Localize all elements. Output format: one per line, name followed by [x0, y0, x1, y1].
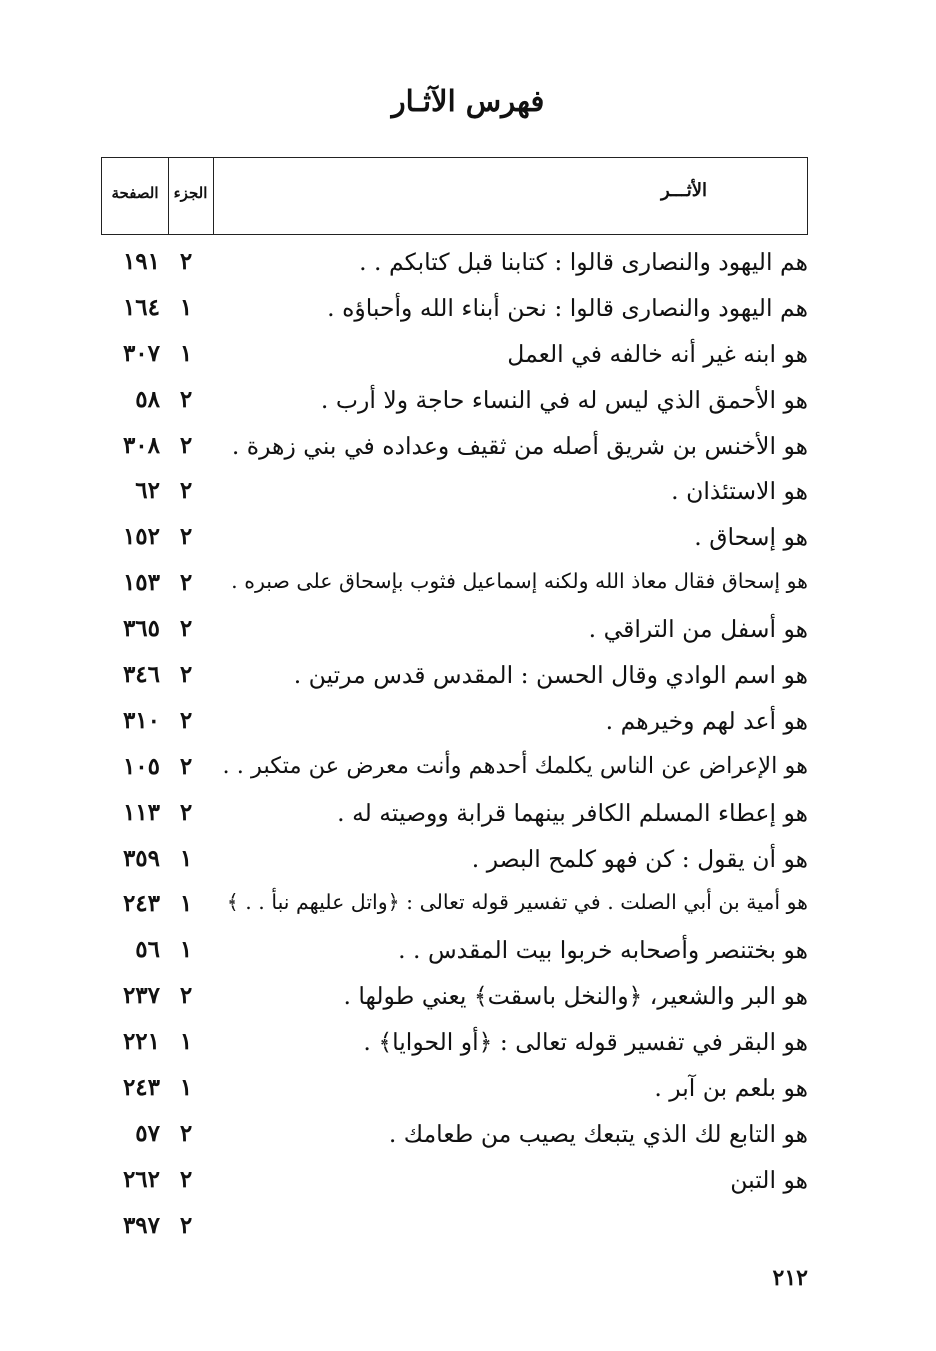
- part-number: ١: [179, 890, 193, 918]
- list-item: [0, 655, 936, 701]
- part-number: ٢: [179, 1119, 193, 1147]
- part-number: ١: [179, 1074, 193, 1102]
- page-ref: ٣٦٥: [122, 615, 160, 643]
- list-item: [0, 884, 936, 930]
- athar-text: هم اليهود والنصارى قالوا : نحن أبناء الله وأحباؤه .: [327, 293, 808, 322]
- part-number: ٢: [179, 661, 193, 689]
- part-number: ٢: [179, 385, 193, 413]
- athar-text: هو الاستئذان .: [671, 477, 808, 506]
- list-item: [0, 1114, 936, 1160]
- athar-text: هو التبن: [730, 1165, 808, 1194]
- list-item: [0, 380, 936, 426]
- list-item: [0, 793, 936, 839]
- page-ref: ٢٣٧: [122, 982, 160, 1010]
- page-ref: ٣٩٧: [122, 1211, 160, 1239]
- list-item: [0, 1160, 936, 1206]
- part-number: ٢: [179, 1165, 193, 1193]
- table-header: [101, 157, 808, 235]
- page-ref: ٢٢١: [122, 1028, 160, 1056]
- page-ref: ٢٤٣: [122, 890, 160, 918]
- header-part: الجزء: [173, 184, 208, 202]
- list-item: [0, 976, 936, 1022]
- part-number: ٢: [179, 477, 193, 505]
- part-number: ١: [179, 293, 193, 321]
- athar-text: هو أسفل من التراقي .: [588, 615, 808, 644]
- page-ref: ١٦٤: [122, 293, 160, 321]
- list-item: [0, 1206, 936, 1252]
- athar-text: هو البر والشعير، ﴿والنخل باسقت﴾ يعني طولها .: [343, 982, 808, 1011]
- part-number: ٢: [179, 523, 193, 551]
- page-ref: ١١٣: [122, 798, 160, 826]
- page-ref: ٣٤٦: [122, 661, 160, 689]
- athar-text: هو الأخنس بن شريق أصله من ثقيف وعداده في بني زهرة .: [231, 431, 808, 460]
- page-ref: ٣١٠: [122, 706, 160, 734]
- part-number: ٢: [179, 752, 193, 780]
- page-ref: ٢٤٣: [122, 1074, 160, 1102]
- page-ref: ٣٠٧: [122, 339, 160, 367]
- list-item: [0, 426, 936, 472]
- list-item: [0, 1022, 936, 1068]
- page-ref: ٢٦٢: [122, 1165, 160, 1193]
- page-ref: ٦٢: [135, 477, 160, 505]
- part-number: ٢: [179, 248, 193, 275]
- part-number: ٢: [179, 615, 193, 643]
- part-number: ١: [179, 1028, 193, 1056]
- page-ref: ٥٦: [135, 936, 160, 964]
- page-ref: ٣٥٩: [122, 844, 160, 872]
- list-item: [0, 471, 936, 517]
- page-ref: ٥٧: [135, 1119, 160, 1147]
- page-ref: ١٩١: [122, 248, 160, 275]
- part-number: ٢: [179, 431, 193, 459]
- athar-text: هو الإعراض عن الناس يكلمك أحدهم وأنت معرض عن متكبر . .: [222, 752, 808, 779]
- athar-text: هو البقر في تفسير قوله تعالى : ﴿أو الحوايا﴾ .: [363, 1028, 808, 1057]
- athar-text: هو أعد لهم وخيرهم .: [605, 706, 808, 735]
- page-number: ٢١٢: [772, 1265, 808, 1291]
- athar-text: هو إسحاق .: [694, 523, 808, 552]
- athar-text: هو إعطاء المسلم الكافر بينهما قرابة ووصيته له .: [337, 798, 808, 827]
- athar-text: هو بلعم بن آبر .: [654, 1074, 808, 1103]
- list-item: [0, 563, 936, 609]
- column-divider: [213, 158, 214, 234]
- part-number: ١: [179, 936, 193, 964]
- list-item: [0, 517, 936, 563]
- part-number: ٢: [179, 1211, 193, 1239]
- list-item: [0, 334, 936, 380]
- page-ref: ٣٠٨: [122, 431, 160, 459]
- page-ref: ٥٨: [135, 385, 160, 413]
- part-number: ٢: [179, 706, 193, 734]
- athar-text: هو ابنه غير أنه خالفه في العمل: [507, 339, 808, 368]
- athar-text: هو الأحمق الذي ليس له في النساء حاجة ولا أرب .: [320, 385, 808, 414]
- list-item: [0, 1068, 936, 1114]
- part-number: ٢: [179, 982, 193, 1010]
- list-item: [0, 839, 936, 885]
- athar-text: هو أمية بن أبي الصلت . في تفسير قوله تعالى : ﴿واتل عليهم نبأ . . ﴾: [226, 890, 808, 915]
- list-item: [0, 609, 936, 655]
- athar-text: هو أن يقول : كن فهو كلمح البصر .: [471, 844, 808, 873]
- athar-text: هو إسحاق فقال معاذ الله ولكنه إسماعيل فثوب بإسحاق على صبره .: [231, 569, 808, 594]
- part-number: ٢: [179, 569, 193, 597]
- part-number: ١: [179, 844, 193, 872]
- athar-text: هو التابع لك الذي يتبعك يصيب من طعامك .: [388, 1119, 808, 1148]
- list-item: [0, 288, 936, 334]
- part-number: ٢: [179, 798, 193, 826]
- list-item: [0, 242, 936, 288]
- athar-text: هو اسم الوادي وقال الحسن : المقدس قدس مرتين .: [293, 661, 808, 690]
- part-number: ١: [179, 339, 193, 367]
- athar-text: هو بختنصر وأصحابه خربوا بيت المقدس . .: [398, 936, 808, 965]
- athar-text: هم اليهود والنصارى قالوا : كتابنا قبل كتابكم . .: [359, 248, 808, 276]
- list-item: [0, 701, 936, 747]
- list-item: [0, 747, 936, 793]
- index-list: [0, 242, 936, 1252]
- header-athar: الأثـــر: [660, 180, 707, 201]
- header-page: الصفحة: [111, 184, 159, 202]
- list-item: [0, 930, 936, 976]
- page-ref: ١٥٢: [122, 523, 160, 551]
- page-title: فهرس الآثـار: [391, 84, 545, 118]
- page-ref: ١٥٣: [122, 569, 160, 597]
- page-ref: ١٠٥: [122, 752, 160, 780]
